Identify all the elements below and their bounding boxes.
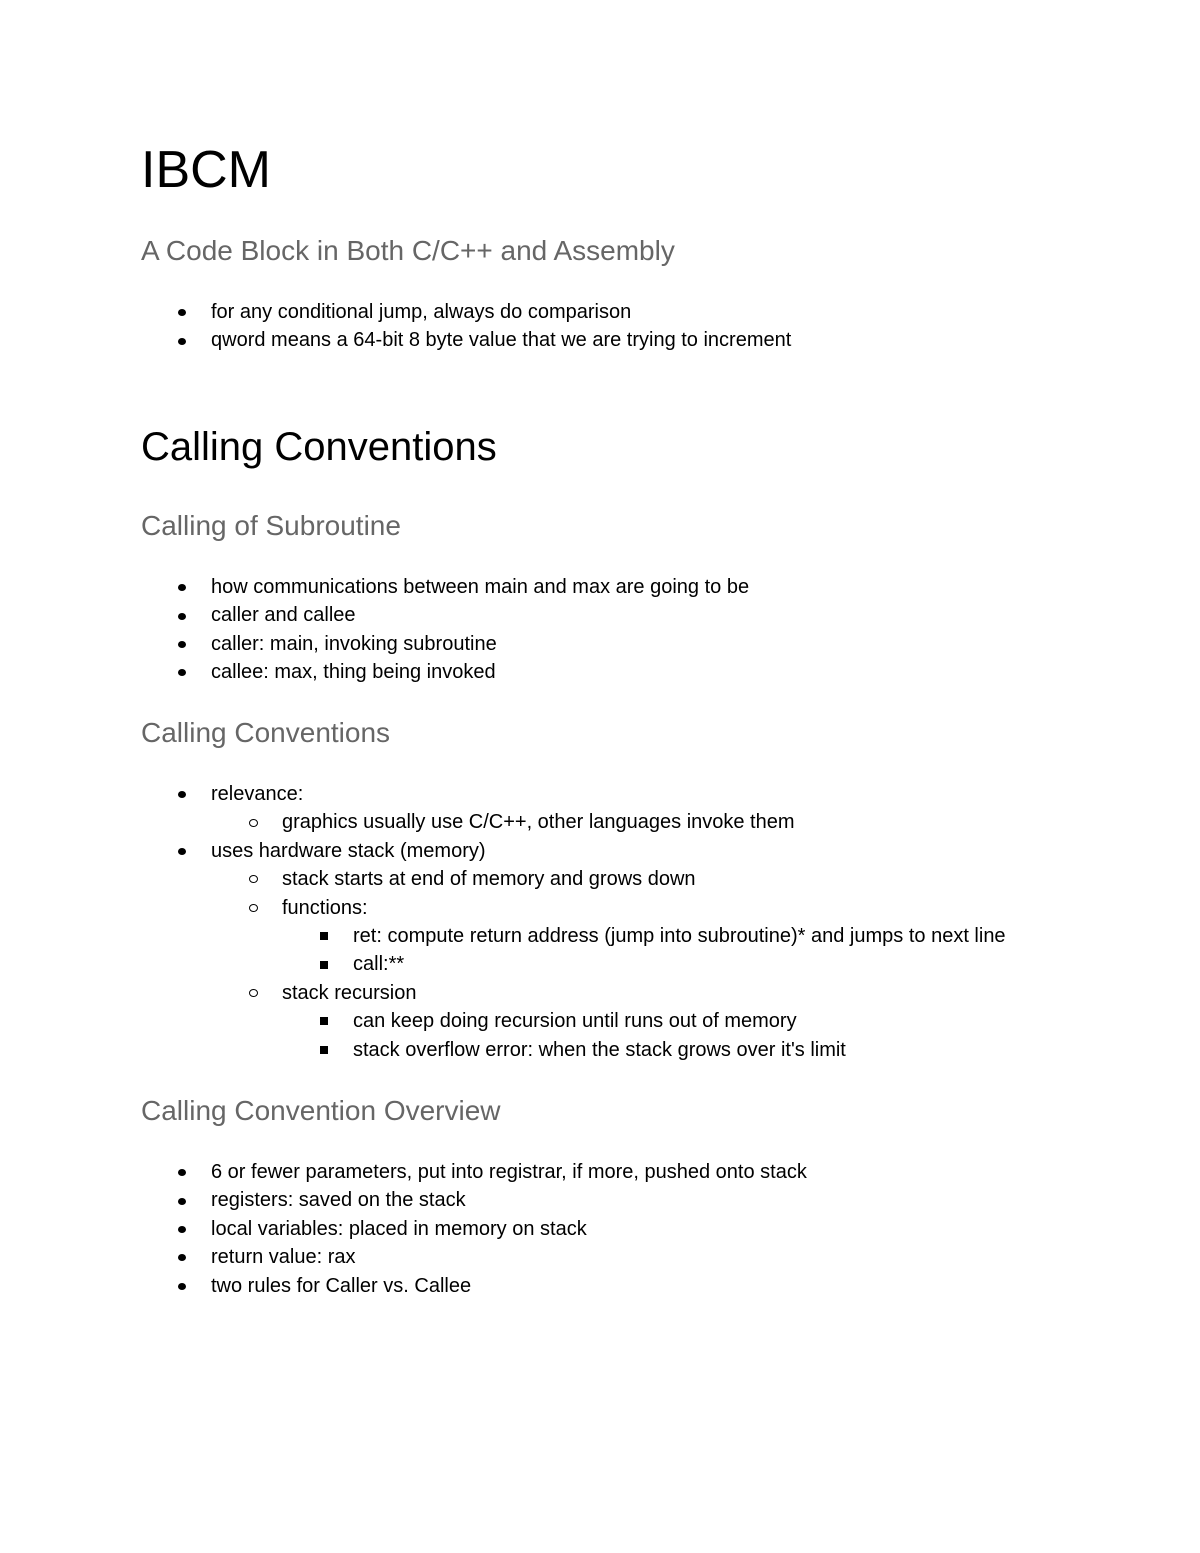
list-item-text: 6 or fewer parameters, put into registrar, if more, pushed onto stack	[211, 1161, 807, 1183]
bullet-circle-icon	[249, 819, 258, 827]
list-item-text: can keep doing recursion until runs out of memory	[353, 1010, 797, 1033]
list-item	[0, 658, 749, 686]
list-item-text: registers: saved on the stack	[211, 1189, 466, 1212]
bullet-disc-icon	[178, 338, 186, 345]
bullet-disc-icon	[178, 1169, 186, 1176]
heading-calling-conventions: Calling Conventions	[141, 425, 497, 469]
bullet-disc-icon	[178, 309, 186, 316]
list-item	[0, 1186, 807, 1214]
heading-calling-of-subroutine: Calling of Subroutine	[141, 510, 401, 541]
subroutine-list	[0, 573, 749, 687]
list-item	[0, 1243, 807, 1271]
calling-conventions-list	[0, 780, 1006, 1064]
list-item	[0, 1036, 1006, 1064]
list-item-text: how communications between main and max are going to be	[211, 576, 750, 598]
overview-list	[0, 1158, 807, 1300]
list-item	[0, 326, 791, 354]
document-title: IBCM	[141, 141, 271, 199]
list-item	[0, 1215, 807, 1243]
list-item-text: relevance:	[211, 783, 304, 805]
heading-code-block: A Code Block in Both C/C++ and Assembly	[141, 235, 675, 266]
list-item	[0, 837, 1006, 865]
list-item	[0, 298, 791, 326]
list-item	[0, 1158, 807, 1186]
bullet-square-icon	[320, 1017, 328, 1025]
list-item-text: uses hardware stack (memory)	[211, 839, 486, 862]
code-block-list	[0, 298, 791, 355]
bullet-circle-icon	[249, 875, 258, 883]
bullet-disc-icon	[178, 791, 186, 798]
heading-calling-convention-overview: Calling Convention Overview	[141, 1095, 501, 1126]
list-item-text: callee: max, thing being invoked	[211, 661, 496, 684]
bullet-circle-icon	[249, 989, 258, 997]
list-item	[0, 979, 1006, 1007]
list-item	[0, 1272, 807, 1300]
list-item	[0, 573, 749, 601]
list-item-text: for any conditional jump, always do comparison	[211, 301, 632, 323]
bullet-disc-icon	[178, 1226, 186, 1233]
list-item-text: stack overflow error: when the stack grows over it's limit	[353, 1038, 846, 1061]
list-item-text: local variables: placed in memory on stack	[211, 1217, 587, 1240]
list-item	[0, 780, 1006, 808]
list-item-text: caller: main, invoking subroutine	[211, 632, 497, 655]
list-item	[0, 894, 1006, 922]
list-item	[0, 601, 749, 629]
bullet-disc-icon	[178, 848, 186, 855]
list-item-text: ret: compute return address (jump into subroutine)* and jumps to next line	[353, 924, 1006, 947]
list-item-text: stack recursion	[282, 981, 417, 1004]
bullet-disc-icon	[178, 1283, 186, 1290]
bullet-disc-icon	[178, 1198, 186, 1205]
bullet-disc-icon	[178, 1254, 186, 1261]
list-item-text: two rules for Caller vs. Callee	[211, 1274, 472, 1297]
bullet-disc-icon	[178, 584, 186, 591]
list-item-text: functions:	[282, 896, 368, 919]
bullet-disc-icon	[178, 613, 186, 620]
list-item	[0, 808, 1006, 836]
list-item	[0, 630, 749, 658]
bullet-square-icon	[320, 1046, 328, 1054]
list-item-text: stack starts at end of memory and grows down	[282, 868, 696, 891]
list-item-text: call:**	[353, 953, 405, 976]
list-item-text: return value: rax	[211, 1246, 356, 1269]
bullet-circle-icon	[249, 904, 258, 912]
list-item	[0, 1007, 1006, 1035]
heading-calling-conventions-sub: Calling Conventions	[141, 717, 391, 748]
list-item	[0, 950, 1006, 978]
bullet-disc-icon	[178, 669, 186, 676]
bullet-square-icon	[320, 932, 328, 940]
list-item-text: caller and callee	[211, 604, 356, 627]
list-item-text: graphics usually use C/C++, other languages invoke them	[282, 811, 795, 834]
list-item	[0, 865, 1006, 893]
list-item-text: qword means a 64-bit 8 byte value that we are trying to increment	[211, 329, 792, 352]
bullet-disc-icon	[178, 641, 186, 648]
list-item	[0, 922, 1006, 950]
bullet-square-icon	[320, 961, 328, 969]
